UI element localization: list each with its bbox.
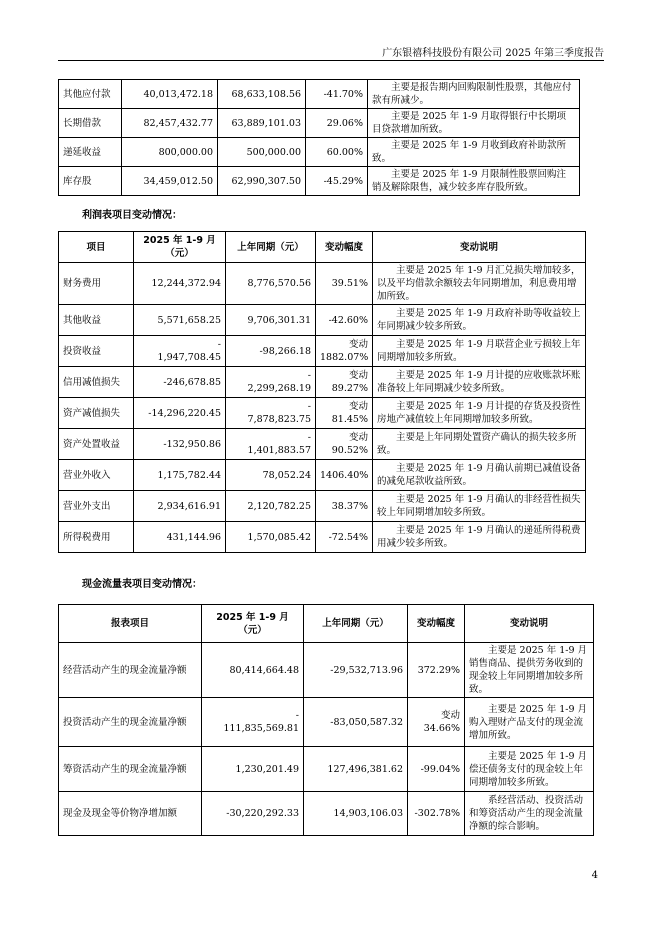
cell-previous: 8,776,570.56 (226, 263, 316, 305)
cell-previous: - 2,299,268.19 (226, 367, 316, 398)
income-section-heading: 利润表项目变动情况： (82, 210, 182, 221)
income-col-note: 变动说明 (373, 232, 586, 263)
cell-note: 主要是上年同期处置资产确认的损失较多所致。 (373, 429, 586, 460)
cell-change: 变动 89.27% (316, 367, 373, 398)
cell-previous: - 7,878,823.75 (226, 398, 316, 429)
cell-item: 经营活动产生的现金流量净额 (59, 643, 202, 698)
cell-note: 主要是报告期内回购限制性股票，其他应付款有所减少。 (368, 80, 580, 109)
cell-change: 变动 34.66% (408, 698, 465, 747)
income-col-previous: 上年同期（元） (226, 232, 316, 263)
cell-item: 现金及现金等价物净增加额 (59, 792, 202, 836)
cell-previous: 78,052.24 (226, 460, 316, 491)
cell-current: 2,934,616.91 (134, 491, 226, 522)
cell-current: -132,950.86 (134, 429, 226, 460)
cell-previous: 2,120,782.25 (226, 491, 316, 522)
cell-change: 变动 81.45% (316, 398, 373, 429)
cell-item: 库存股 (59, 167, 122, 196)
table-row (59, 138, 580, 167)
balance-sheet-change-table (58, 79, 580, 196)
cell-previous: -29,532,713.96 (304, 643, 408, 698)
cell-note: 主要是 2025 年 1-9 月购入理财产品支付的现金流增加所致。 (465, 698, 594, 747)
cell-note: 主要是 2025 年 1-9 月确认的非经营性损失较上年同期增加较多所致。 (373, 491, 586, 522)
table-row (59, 522, 586, 553)
cell-change: 38.37% (316, 491, 373, 522)
cell-previous: - 1,401,883.57 (226, 429, 316, 460)
cashflow-section-heading: 现金流量表项目变动情况： (82, 579, 202, 590)
header-divider (58, 60, 604, 61)
table-row (59, 792, 594, 836)
cell-change: -42.60% (316, 305, 373, 336)
cell-note: 主要是 2025 年 1-9 月政府补助等收益较上年同期减少较多所致。 (373, 305, 586, 336)
table-row (59, 305, 586, 336)
cell-item: 其他应付款 (59, 80, 122, 109)
cell-previous: 62,990,307.50 (218, 167, 306, 196)
cell-previous: 63,889,101.03 (218, 109, 306, 138)
cell-item: 投资活动产生的现金流量净额 (59, 698, 202, 747)
cell-change: 39.51% (316, 263, 373, 305)
cell-change: 29.06% (306, 109, 368, 138)
cell-item: 营业外支出 (59, 491, 134, 522)
cell-note: 主要是 2025 年 1-9 月计提的应收账款坏账准备较上年同期减少较多所致。 (373, 367, 586, 398)
cell-item: 信用减值损失 (59, 367, 134, 398)
cell-item: 递延收益 (59, 138, 122, 167)
cell-current: 12,244,372.94 (134, 263, 226, 305)
cell-previous: -98,266.18 (226, 336, 316, 367)
table-row (59, 460, 586, 491)
cell-item: 投资收益 (59, 336, 134, 367)
income-col-change: 变动幅度 (316, 232, 373, 263)
table-row (59, 80, 580, 109)
cell-previous: 1,570,085.42 (226, 522, 316, 553)
table-row (59, 109, 580, 138)
cashflow-col-current: 2025 年 1-9 月（元） (202, 605, 304, 643)
table-row (59, 643, 594, 698)
cell-note: 主要是 2025 年 1-9 月联营企业亏损较上年同期增加较多所致。 (373, 336, 586, 367)
cell-item: 资产处置收益 (59, 429, 134, 460)
cell-change: 变动 90.52% (316, 429, 373, 460)
page-number: 4 (591, 870, 598, 881)
cell-change: 60.00% (306, 138, 368, 167)
table-row (59, 747, 594, 792)
cell-current: 1,175,782.44 (134, 460, 226, 491)
cell-item: 营业外收入 (59, 460, 134, 491)
cell-note: 主要是 2025 年 1-9 月偿还债务支付的现金较上年同期增加较多所致。 (465, 747, 594, 792)
table-row (59, 367, 586, 398)
cell-current: 1,230,201.49 (202, 747, 304, 792)
cell-current: -14,296,220.45 (134, 398, 226, 429)
cell-current: -30,220,292.33 (202, 792, 304, 836)
cell-note: 主要是 2025 年 1-9 月确认前期已减值设备的减免尾款收益所致。 (373, 460, 586, 491)
cell-item: 资产减值损失 (59, 398, 134, 429)
cell-note: 主要是 2025 年 1-9 月销售商品、提供劳务收到的现金较上年同期增加较多所致。 (465, 643, 594, 698)
income-statement-change-table (58, 231, 586, 553)
income-col-current: 2025 年 1-9 月（元） (134, 232, 226, 263)
cell-change: -302.78% (408, 792, 465, 836)
cell-item: 筹资活动产生的现金流量净额 (59, 747, 202, 792)
cashflow-col-change: 变动幅度 (408, 605, 465, 643)
cell-previous: 9,706,301.31 (226, 305, 316, 336)
cell-item: 财务费用 (59, 263, 134, 305)
cell-current: 431,144.96 (134, 522, 226, 553)
table-row (59, 398, 586, 429)
cell-change: -41.70% (306, 80, 368, 109)
cell-change: 变动 1882.07% (316, 336, 373, 367)
cell-item: 其他收益 (59, 305, 134, 336)
table-row (59, 429, 586, 460)
cell-current: - 1,947,708.45 (134, 336, 226, 367)
cell-item: 长期借款 (59, 109, 122, 138)
cell-note: 主要是 2025 年 1-9 月限制性股票回购注销及解除限售，减少较多库存股所致。 (368, 167, 580, 196)
cell-note: 主要是 2025 年 1-9 月取得银行中长期项目贷款增加所致。 (368, 109, 580, 138)
cell-current: 40,013,472.18 (122, 80, 218, 109)
report-header: 广东银禧科技股份有限公司 2025 年第三季度报告 (382, 48, 604, 59)
cell-note: 主要是 2025 年 1-9 月收到政府补助款所致。 (368, 138, 580, 167)
cell-previous: -83,050,587.32 (304, 698, 408, 747)
cell-previous: 68,633,108.56 (218, 80, 306, 109)
cell-item: 所得税费用 (59, 522, 134, 553)
cell-note: 主要是 2025 年 1-9 月计提的存货及投资性房地产减值较上年同期增加较多所致。 (373, 398, 586, 429)
cell-current: 34,459,012.50 (122, 167, 218, 196)
cell-change: 1406.40% (316, 460, 373, 491)
cell-note: 系经营活动、投资活动和筹资活动产生的现金流量净额的综合影响。 (465, 792, 594, 836)
cell-previous: 14,903,106.03 (304, 792, 408, 836)
income-col-item: 项目 (59, 232, 134, 263)
cell-current: 5,571,658.25 (134, 305, 226, 336)
cell-change: 372.29% (408, 643, 465, 698)
income-header-row (59, 232, 586, 263)
table-row (59, 336, 586, 367)
cashflow-col-previous: 上年同期（元） (304, 605, 408, 643)
cell-current: 82,457,432.77 (122, 109, 218, 138)
table-row (59, 263, 586, 305)
cell-note: 主要是 2025 年 1-9 月汇兑损失增加较多，以及平均借款余额较去年同期增加，利息费用增加所致。 (373, 263, 586, 305)
cell-previous: 500,000.00 (218, 138, 306, 167)
table-row (59, 698, 594, 747)
cell-current: 80,414,664.48 (202, 643, 304, 698)
cell-note: 主要是 2025 年 1-9 月确认的递延所得税费用减少较多所致。 (373, 522, 586, 553)
cell-previous: 127,496,381.62 (304, 747, 408, 792)
cell-current: 800,000.00 (122, 138, 218, 167)
cashflow-change-table (58, 604, 594, 836)
cell-current: - 111,835,569.81 (202, 698, 304, 747)
cashflow-header-row (59, 605, 594, 643)
table-row (59, 491, 586, 522)
cell-change: -72.54% (316, 522, 373, 553)
cell-change: -45.29% (306, 167, 368, 196)
cashflow-col-note: 变动说明 (465, 605, 594, 643)
cell-current: -246,678.85 (134, 367, 226, 398)
table-row (59, 167, 580, 196)
cell-change: -99.04% (408, 747, 465, 792)
cashflow-col-item: 报表项目 (59, 605, 202, 643)
